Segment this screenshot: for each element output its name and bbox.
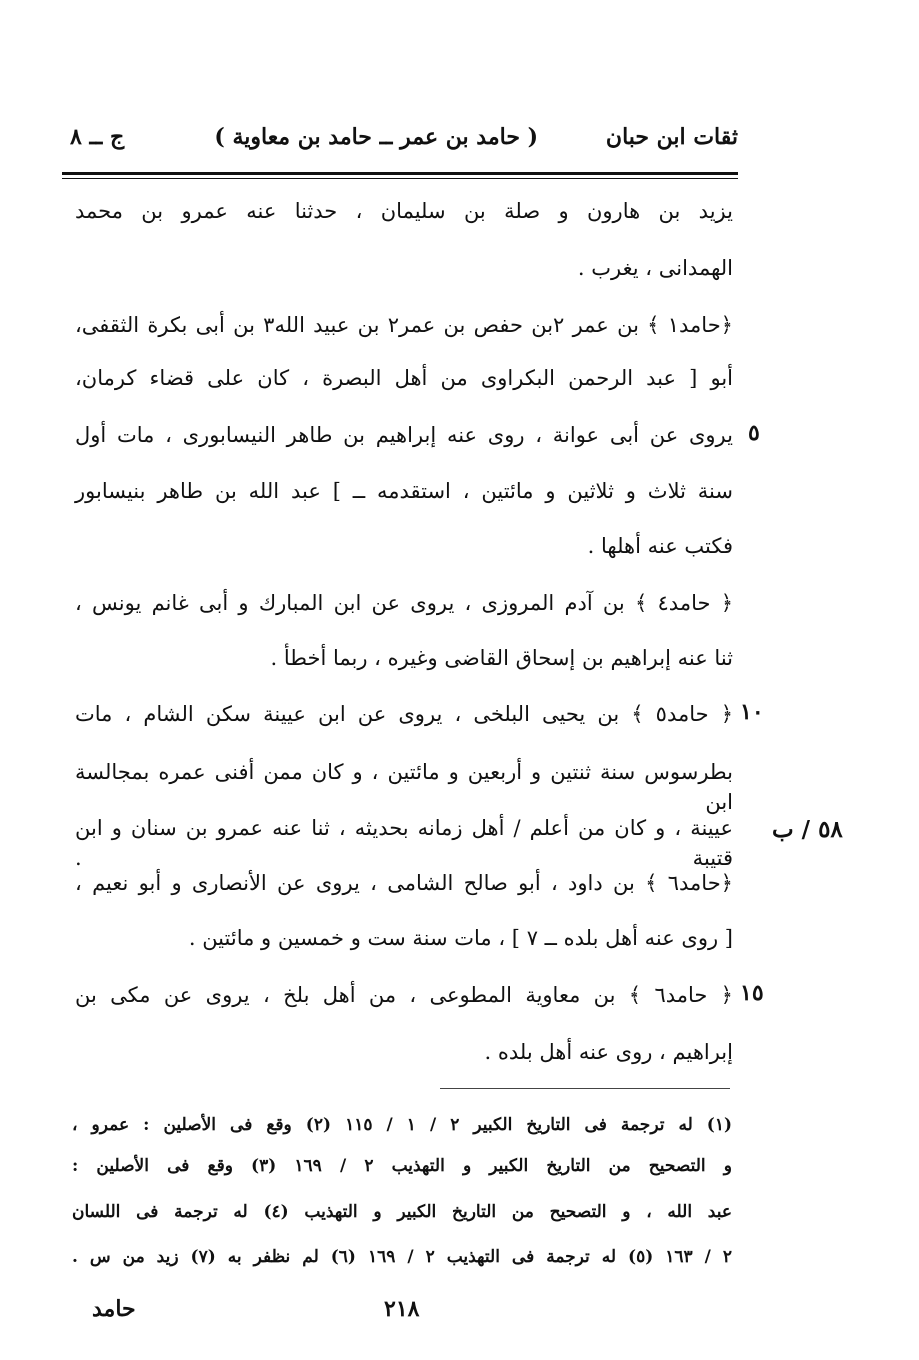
body-line: أبو [ عبد الرحمن البكراوى من أهل البصرة ، كان على قضاء كرمان، [75,366,733,390]
footnote-line: عبد الله ، و التصحيح من التاريخ الكبير و التهذيب (٤) له ترجمة فى اللسان [72,1202,732,1222]
body-line: عيينة ، و كان من أعلم / أهل زمانه بحديثه ، ثنا عنه عمرو بن سنان و ابن قتيبة . [75,816,733,870]
body-line: ﴿ حامد٦ ﴾ بن معاوية المطوعى ، من أهل بلخ ، يروى عن مكى بن [75,983,733,1007]
line-number: ٥ [748,420,760,446]
body-line: ﴿حامد٦ ﴾ بن داود ، أبو صالح الشامى ، يروى عن الأنصارى و أبو نعيم ، [75,871,733,895]
body-line: ثنا عنه إبراهيم بن إسحاق القاضى وغيره ، ربما أخطأ . [270,646,733,670]
body-line: الهمدانى ، يغرب . [577,256,733,280]
body-line: ﴿ حامد٤ ﴾ بن آدم المروزى ، يروى عن ابن المبارك و أبى غانم يونس ، [75,591,733,615]
body-line: سنة ثلاث و ثلاثين و مائتين ، استقدمه ــ ] عبد الله بن طاهر بنيسابور [75,479,733,503]
body-line: [ روى عنه أهل بلده ــ ٧ ] ، مات سنة ست و خمسين و مائتين . [188,926,733,950]
line-number: ١٥ [740,980,764,1006]
volume-label: ج ــ ٨ [70,124,125,150]
catchword: حامد [92,1296,136,1322]
body-line: يروى عن أبى عوانة ، روى عنه إبراهيم بن طاهر النيسابورى ، مات أول [75,423,733,447]
body-line: يزيد بن هارون و صلة بن سليمان ، حدثنا عنه عمرو بن محمد [75,199,733,223]
section-title: ( حامد بن عمر ــ حامد بن معاوية ) [214,124,538,150]
body-line: ﴿حامد١ ﴾ بن عمر ٢بن حفص بن عمر٢ بن عبيد الله٣ بن أبى بكرة الثقفى، [75,313,733,337]
footnote-separator [440,1088,730,1089]
header-rule-thin [62,178,738,179]
running-header [70,118,738,162]
body-line: ﴿ حامد٥ ﴾ بن يحيى البلخى ، يروى عن ابن عيينة سكن الشام ، مات [75,702,734,726]
book-title: ثقات ابن حبان [605,124,738,150]
body-line: فكتب عنه أهلها . [587,534,733,558]
body-line: بطرسوس سنة ثنتين و أربعين و مائتين ، و كان ممن أفنى عمره بمجالسة ابن [75,760,733,814]
folio-marker: ٥٨ / ب [772,816,843,843]
header-rule-thick [62,172,738,175]
page-number: ٢١٨ [384,1296,420,1322]
footnote-line: ٢ / ١٦٣ (٥) له ترجمة فى التهذيب ٢ / ١٦٩ (٦) لم نظفر به (٧) زيد من س . [72,1247,733,1267]
body-line: إبراهيم ، روى عنه أهل بلده . [484,1040,733,1064]
footnote-line: (١) له ترجمة فى التاريخ الكبير ٢ / ١ / ١١٥ (٢) وقع فى الأصلين : عمرو ، [72,1115,733,1135]
line-number: ١٠ [740,699,764,725]
footnote-line: و التصحيح من التاريخ الكبير و التهذيب ٢ / ١٦٩ (٣) وقع فى الأصلين : [72,1156,732,1176]
